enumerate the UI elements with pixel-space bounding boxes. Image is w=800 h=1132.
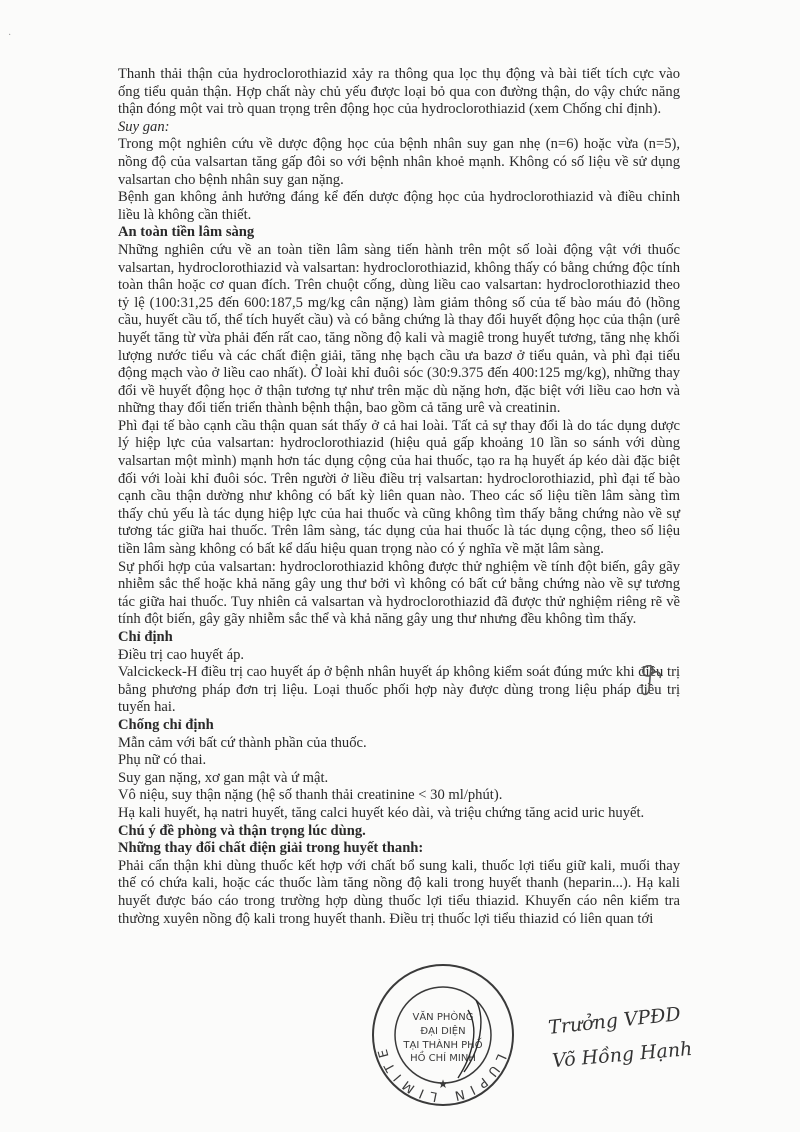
stamp-line2: ĐẠI DIỆN <box>420 1026 466 1037</box>
contraindication-item: Hạ kali huyết, hạ natri huyết, tăng calci huyết kéo dài, và triệu chứng tăng acid uric huyết. <box>118 804 645 821</box>
heading-electrolyte-changes: Những thay đổi chất điện giải trong huyết thanh: <box>118 840 424 857</box>
stamp-line3: TẠI THÀNH PHỐ <box>403 1040 483 1051</box>
contraindication-item: Suy gan nặng, xơ gan mật và ứ mật. <box>118 769 329 786</box>
contraindication-item: Phụ nữ có thai. <box>118 752 207 769</box>
paragraph-juxtaglomerular: Phì đại tế bào cạnh cầu thận quan sát thấy ở cả hai loài. Tất cả sự thay đổi là do tác dụng dược lý hiệp lực của valsartan: hydroclorothiazid (hiệu quả gấp khoảng 10 lần so sánh với dùng valsartan một mình) mạnh hơn tác dụng cộng của hai thuốc, tạo ra hạ huyết áp kéo dài đặc biệt đối với loài khỉ đuôi sóc. Trên người ở liều điều trị valsartan: hydroclorothiazid, phì đại tế bào cạnh cầu thận dường như không có bất kỳ liên quan nào. Theo các số liệu tiền lâm sàng tìm thấy chủ yếu là tác dụng hiệp lực của hai thuốc và cũng không tìm thấy bằng chứng nào về sự tương tác giữa hai thuốc. Trên lâm sàng, tác dụng của hai thuốc là tác dụng cộng, theo số liệu tiền lâm sàng không có bất kể dấu hiệu quan trọng nào có ý nghĩa về mặt lâm sàng. <box>118 417 680 558</box>
contraindication-item: Mẫn cảm với bất cứ thành phần của thuốc. <box>118 734 367 751</box>
scan-speck: · <box>8 30 12 41</box>
subheading-liver-failure: Suy gan: <box>118 118 170 135</box>
handwritten-initial <box>636 660 666 706</box>
paragraph-liver-study: Trong một nghiên cứu về dược động học của bệnh nhân suy gan nhẹ (n=6) hoặc vừa (n=5), nồng độ của valsartan tăng gấp đôi so với bệnh nhân khoẻ mạnh. Không có số liệu về sử dụng valsartan cho bệnh nhân suy gan nặng. <box>118 136 680 188</box>
heading-indications: Chỉ định <box>118 629 173 645</box>
contraindication-item: Vô niệu, suy thận nặng (hệ số thanh thải creatinine < 30 ml/phút). <box>118 787 503 804</box>
paragraph-mutagenicity: Sự phối hợp của valsartan: hydroclorothiazid không được thử nghiệm về tính đột biến, gây gãy nhiễm sắc thể hoặc khả năng gây ung thư bởi vì không có bất cứ bằng chứng nào về sự tương tác giữa hai thuốc. Tuy nhiên cả valsartan và hydroclorothiazid đã được thử nghiệm riêng rẽ về tính đột biến, gây gãy nhiễm sắc thể và khả năng gây ung thư nhưng đều không tìm thấy. <box>118 558 680 628</box>
svg-text:★: ★ <box>437 1077 449 1091</box>
heading-precautions: Chú ý đề phòng và thận trọng lúc dùng. <box>118 822 366 839</box>
company-stamp <box>368 960 518 1110</box>
heading-preclinical-safety: An toàn tiền lâm sàng <box>118 224 255 241</box>
paragraph-renal-clearance: Thanh thải thận của hydroclorothiazid xảy ra thông qua lọc thụ động và bài tiết tích cực vào ống tiểu quản thận. Hợp chất này chủ yếu được loại bỏ qua con đường thận, do vậy chức năng thận đóng một vai trò quan trọng trên động học của hydroclorothiazid (xem Chống chỉ định). <box>118 66 680 118</box>
paragraph-indication-detail: Valcickeck-H điều trị cao huyết áp ở bệnh nhân huyết áp không kiểm soát đúng mức khi điều trị bằng phương pháp đơn trị liệu. Loại thuốc phối hợp này được dùng trong liệu pháp điều trị tuyến hai. <box>118 664 680 716</box>
signature-name: Võ Hồng Hạnh <box>551 1037 694 1073</box>
signature-title: Trưởng VPĐD <box>547 1003 682 1039</box>
signature-block <box>547 1003 698 1090</box>
paragraph-preclinical-studies: Những nghiên cứu về an toàn tiền lâm sàng tiến hành trên một số loài động vật với thuốc valsartan, hydroclorothiazid và valsartan: hydroclorothiazid, không thấy có bằng chứng độc tính toàn thân hoặc cơ quan đích. Trên chuột cống, dùng liều cao valsartan: hydroclorothiazid theo tỷ lệ (100:31,25 đến 600:187,5 mg/kg cân nặng) làm giảm thông số của tế bào máu đỏ (hồng cầu, huyết cầu tố, thể tích huyết cầu) và có bằng chứng là thay đổi huyết động học của thận (urê huyết tăng từ vừa phải đến rất cao, tăng nồng độ kali và magiê trong huyết tương, tăng nhẹ khối lượng nước tiểu và các chất điện giải, tăng nhẹ bạch cầu ưa bazơ ở tiểu quản, và phì đại tiểu động mạch vào ở liều cao nhất). Ở loài khỉ đuôi sóc (30:9.375 đến 400:125 mg/kg), những thay đổi về huyết động học ở thận tương tự như trên mặc dù nặng hơn, đặc biệt với liều cao hơn và những thay đổi tiến triển thành bệnh thận, bao gồm cả tăng urê và creatinin. <box>118 241 680 417</box>
paragraph-indication-hypertension: Điều trị cao huyết áp. <box>118 646 245 663</box>
document-body <box>118 66 680 928</box>
stamp-ring-text: LUPIN LIMITE <box>374 1041 509 1105</box>
heading-contraindications: Chống chỉ định <box>118 716 214 733</box>
stamp-line1: VĂN PHÒNG <box>412 1012 474 1023</box>
paragraph-liver-disease: Bệnh gan không ảnh hưởng đáng kể đến dược động học của hydroclorothiazid và điều chỉnh liều là không cần thiết. <box>118 189 680 223</box>
paragraph-potassium: Phải cẩn thận khi dùng thuốc kết hợp với chất bổ sung kali, thuốc lợi tiểu giữ kali, muối thay thế có chứa kali, hoặc các thuốc làm tăng nồng độ kali trong huyết thanh (heparin...). Hạ kali huyết được báo cáo trong trường hợp dùng thuốc lợi tiểu thiazid. Khuyến cáo nên kiểm tra thường xuyên nồng độ kali trong huyết thanh. Điều trị thuốc lợi tiểu thiazid có liên quan tới <box>118 857 680 927</box>
stamp-line4: HỒ CHÍ MINH <box>410 1053 476 1064</box>
